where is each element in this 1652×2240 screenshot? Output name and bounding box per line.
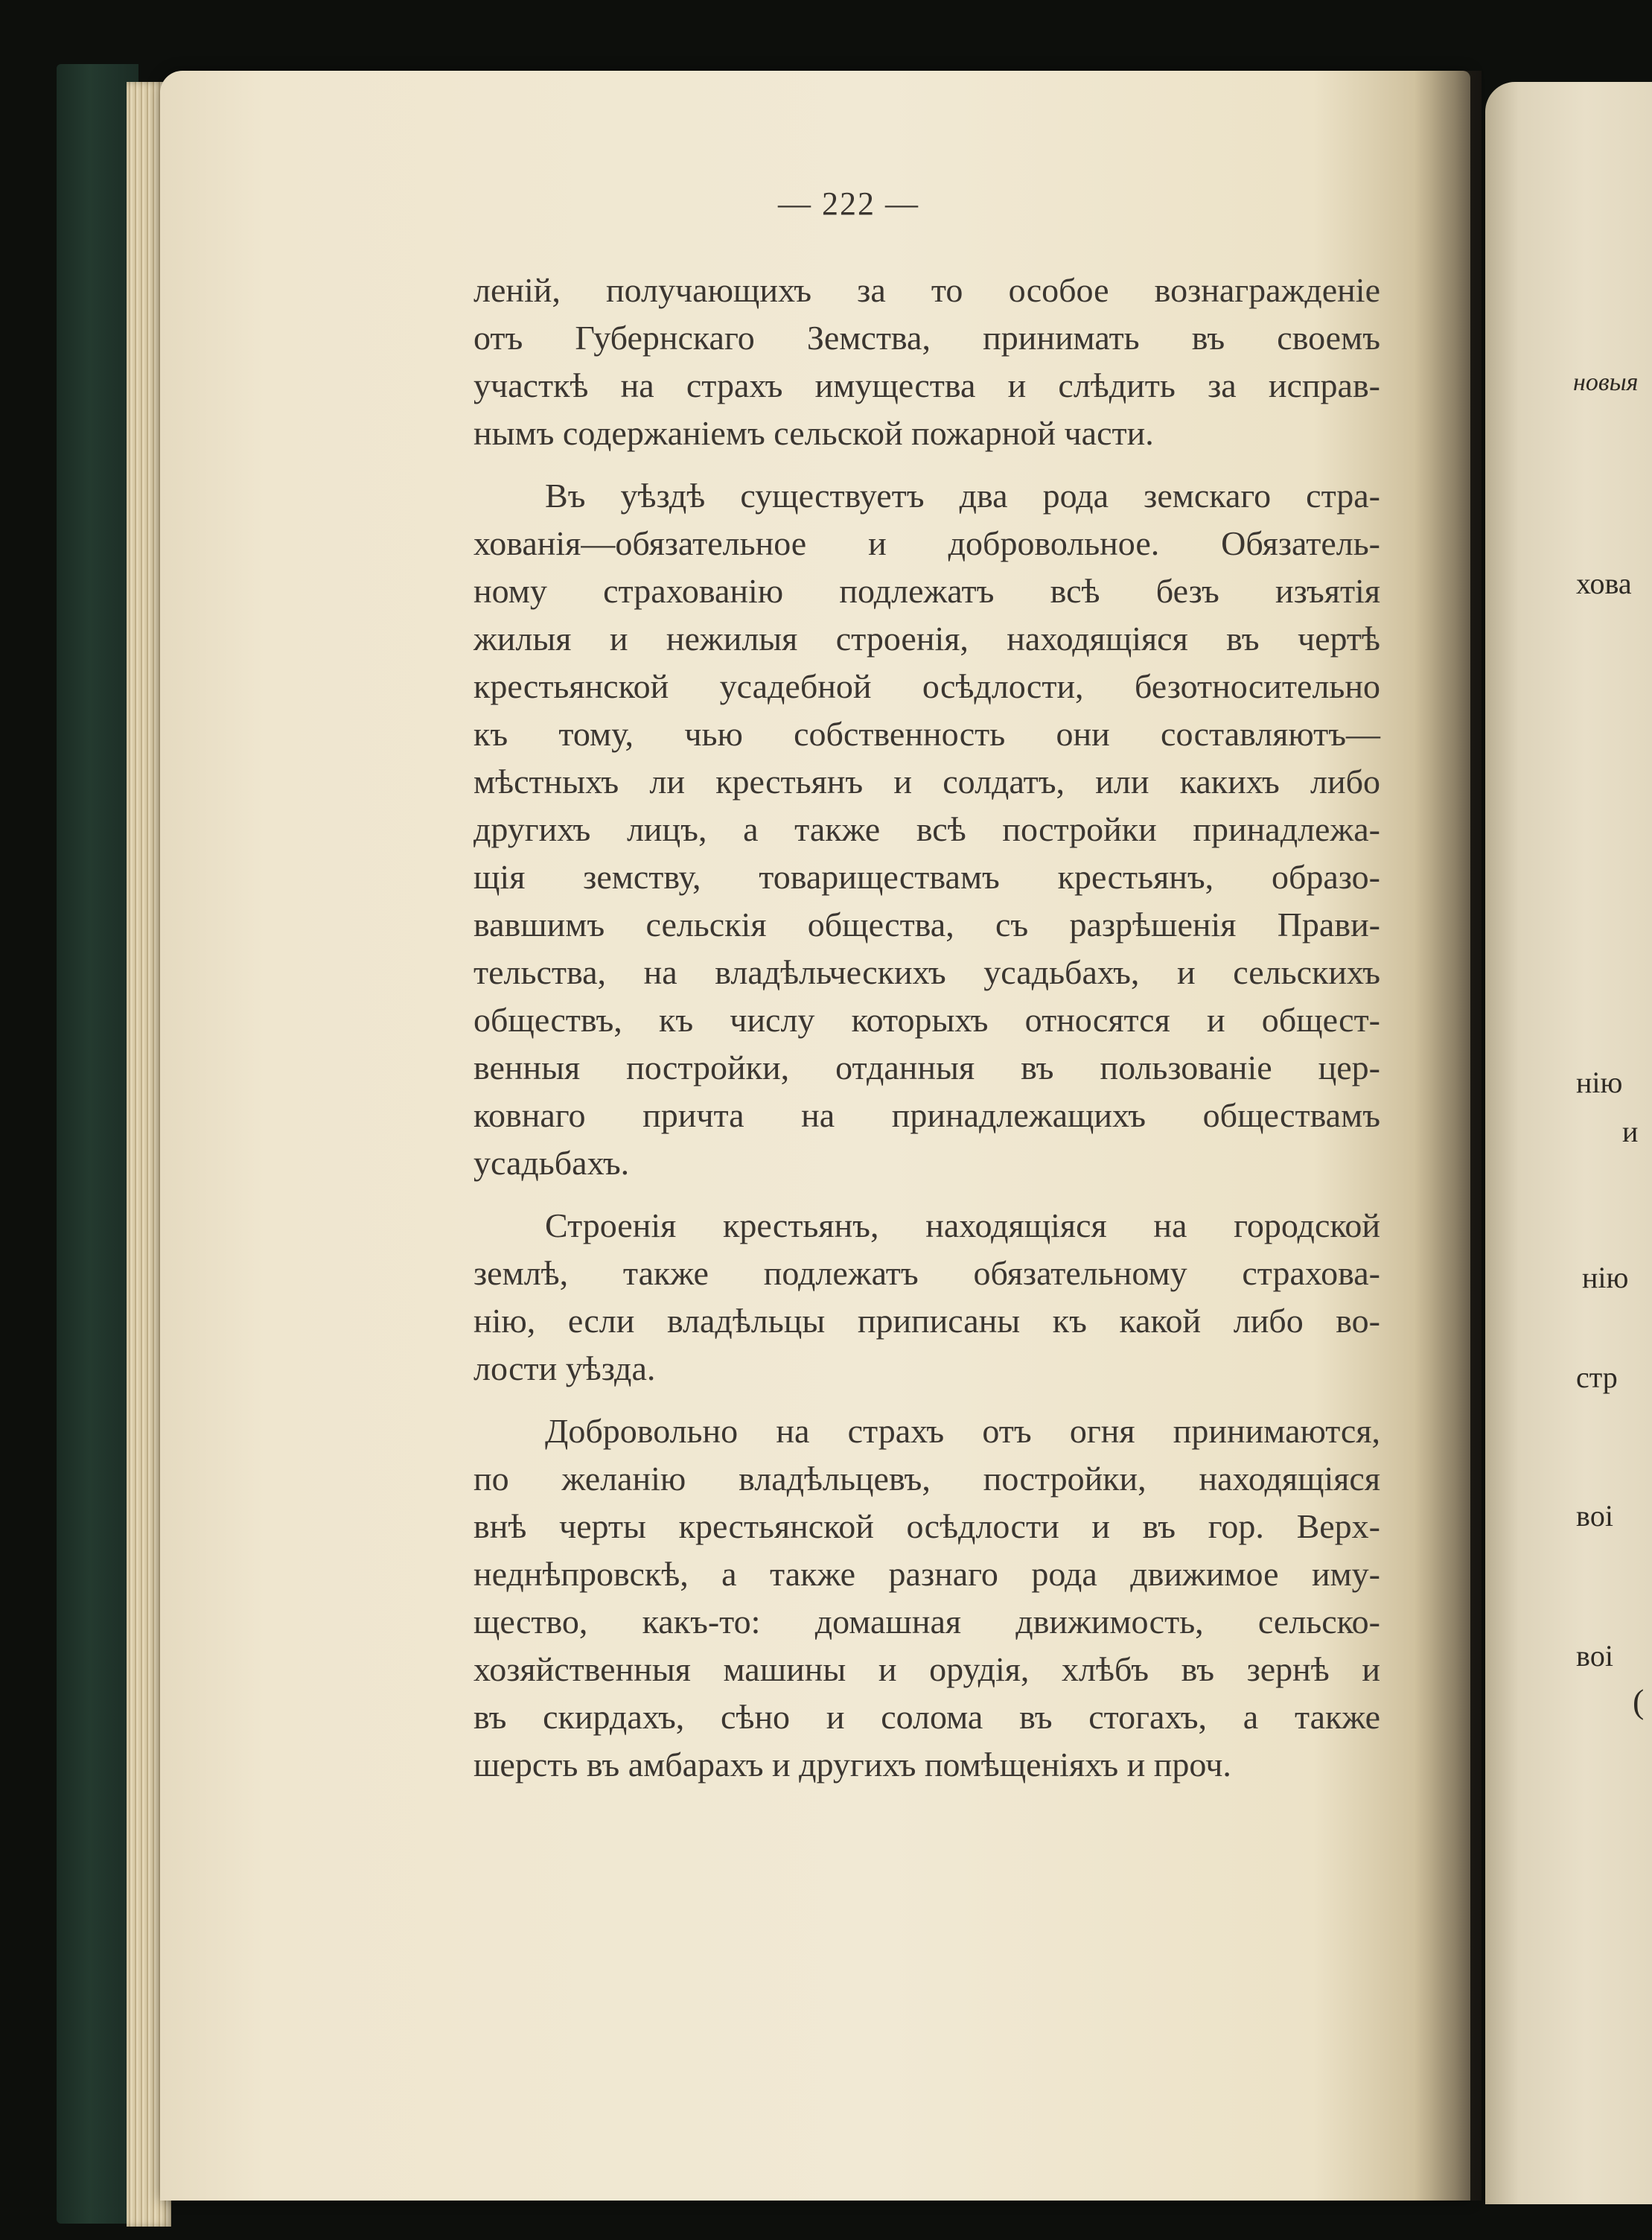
text-line: въ скирдахъ, сѣно и солома въ стогахъ, а также <box>473 1698 1380 1736</box>
text-line: обществъ, къ числу которыхъ относятся и общест- <box>473 1001 1380 1039</box>
paragraph <box>473 472 1380 1187</box>
text-line: щія земству, товариществамъ крестьянъ, образо- <box>473 858 1380 896</box>
text-line: леній, получающихъ за то особое вознагражденіе <box>473 271 1380 309</box>
text-line: другихъ лицъ, а также всѣ постройки принадлежа- <box>473 810 1380 848</box>
page-number: — 222 — <box>778 185 919 222</box>
text-line: нымъ содержаніемъ сельской пожарной части. <box>473 414 1154 452</box>
text-line: щество, какъ-то: домашная движимость, сельско- <box>473 1603 1380 1641</box>
right-fragment: вoi <box>1576 1639 1613 1673</box>
text-line: венныя постройки, отданныя въ пользованіе цер- <box>473 1049 1380 1086</box>
paragraph <box>473 1407 1380 1789</box>
text-line: къ тому, чью собственность они составляютъ— <box>473 715 1380 753</box>
right-fragment: стр <box>1576 1361 1618 1394</box>
book-gutter <box>1415 71 1482 2201</box>
text-line: вавшимъ сельскія общества, съ разрѣшенія Прави- <box>473 906 1380 944</box>
right-fragment: новыя <box>1573 369 1639 396</box>
text-line: усадьбахъ. <box>473 1144 630 1182</box>
text-line: мѣстныхъ ли крестьянъ и солдатъ, или какихъ либо <box>473 763 1380 801</box>
text-line: внѣ черты крестьянской осѣдлости и въ гор. Верх- <box>473 1507 1380 1545</box>
text-line: Строенія крестьянъ, находящіяся на городской <box>545 1206 1380 1244</box>
right-fragment: нію <box>1576 1066 1623 1099</box>
right-fragment: ( <box>1633 1682 1645 1720</box>
body-text <box>473 267 1380 1804</box>
text-line: тельства, на владѣльческихъ усадьбахъ, и сельскихъ <box>473 953 1380 991</box>
right-fragment: вoi <box>1576 1499 1613 1533</box>
text-line: крестьянской усадебной осѣдлости, безотносительно <box>473 667 1380 705</box>
text-line: жилыя и нежилыя строенія, находящіяся въ чертѣ <box>473 620 1380 658</box>
right-fragment: нію <box>1582 1261 1629 1294</box>
text-line: ковнаго причта на принадлежащихъ обществамъ <box>473 1096 1380 1134</box>
text-line: нію, если владѣльцы приписаны къ какой либо во- <box>473 1302 1380 1340</box>
text-line: хованія—обязательное и добровольное. Обязатель- <box>473 524 1380 562</box>
text-line: хозяйственныя машины и орудія, хлѣбъ въ зернѣ и <box>473 1650 1380 1688</box>
right-fragment: хова <box>1576 567 1632 600</box>
text-line: отъ Губернскаго Земства, принимать въ своемъ <box>473 319 1380 357</box>
text-line: участкѣ на страхъ имущества и слѣдить за исправ- <box>473 366 1380 404</box>
text-line: лости уѣзда. <box>473 1349 656 1387</box>
text-line: Добровольно на страхъ отъ огня принимаются, <box>545 1412 1380 1450</box>
text-line: землѣ, также подлежатъ обязательному страхова- <box>473 1254 1380 1292</box>
text-line: ному страхованію подлежатъ всѣ безъ изъятія <box>473 572 1380 610</box>
right-fragment: и <box>1622 1115 1639 1148</box>
right-page <box>1485 82 1652 2204</box>
paragraph <box>473 1202 1380 1393</box>
text-line: по желанію владѣльцевъ, постройки, находящіяся <box>473 1460 1380 1498</box>
text-line: неднѣпровскѣ, а также разнаго рода движимое иму- <box>473 1555 1380 1593</box>
text-line: Въ уѣздѣ существуетъ два рода земскаго стра- <box>545 477 1380 515</box>
text-line: шерсть въ амбарахъ и другихъ помѣщеніяхъ и проч. <box>473 1746 1231 1784</box>
paragraph <box>473 267 1380 457</box>
